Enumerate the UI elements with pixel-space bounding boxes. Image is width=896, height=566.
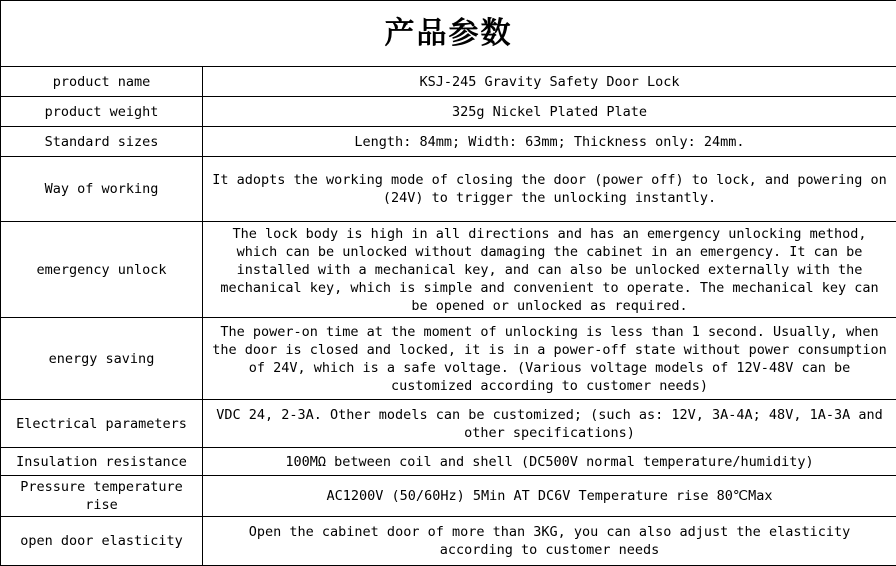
row-label-energy-saving: energy saving (1, 318, 203, 400)
table-row (1, 318, 896, 400)
table-row (1, 67, 896, 97)
row-label-product-weight: product weight (1, 97, 203, 127)
table-row (1, 97, 896, 127)
row-label-standard-sizes: Standard sizes (1, 127, 203, 157)
table-row (1, 157, 896, 222)
row-value-insulation-resistance: 100MΩ between coil and shell (DC500V normal temperature/humidity) (203, 448, 896, 476)
row-value-electrical-parameters: VDC 24, 2-3A. Other models can be customized; (such as: 12V, 3A-4A; 48V, 1A-3A and other specifications) (203, 400, 896, 448)
row-label-open-door-elasticity: open door elasticity (1, 517, 203, 566)
row-value-product-name: KSJ-245 Gravity Safety Door Lock (203, 67, 896, 97)
table-row (1, 517, 896, 566)
row-value-energy-saving: The power-on time at the moment of unlocking is less than 1 second. Usually, when the door is closed and locked, it is in a power-off state without power consumption of 24V, which is a safe voltage. (Various voltage models of 12V-48V can be customized according to customer needs) (203, 318, 896, 400)
row-label-emergency-unlock: emergency unlock (1, 222, 203, 318)
table-title: 产品参数 (1, 1, 896, 67)
row-label-insulation-resistance: Insulation resistance (1, 448, 203, 476)
row-label-electrical-parameters: Electrical parameters (1, 400, 203, 448)
row-value-emergency-unlock: The lock body is high in all directions and has an emergency unlocking method, which can be unlocked without damaging the cabinet in an emergency. It can be installed with a mechanical key, and can also be unlocked externally with the mechanical key, which is simple and convenient to operate. The mechanical key can be opened or unlocked as required. (203, 222, 896, 318)
row-label-pressure-temperature-rise: Pressure temperature rise (1, 476, 203, 517)
row-value-open-door-elasticity: Open the cabinet door of more than 3KG, you can also adjust the elasticity according to customer needs (203, 517, 896, 566)
table-row (1, 448, 896, 476)
row-value-way-of-working: It adopts the working mode of closing the door (power off) to lock, and powering on (24V) to trigger the unlocking instantly. (203, 157, 896, 222)
row-value-standard-sizes: Length: 84mm; Width: 63mm; Thickness only: 24mm. (203, 127, 896, 157)
table-row (1, 127, 896, 157)
row-label-product-name: product name (1, 67, 203, 97)
table-row (1, 476, 896, 517)
row-value-product-weight: 325g Nickel Plated Plate (203, 97, 896, 127)
table-row (1, 222, 896, 318)
table-row (1, 400, 896, 448)
row-label-way-of-working: Way of working (1, 157, 203, 222)
row-value-pressure-temperature-rise: AC1200V (50/60Hz) 5Min AT DC6V Temperature rise 80℃Max (203, 476, 896, 517)
